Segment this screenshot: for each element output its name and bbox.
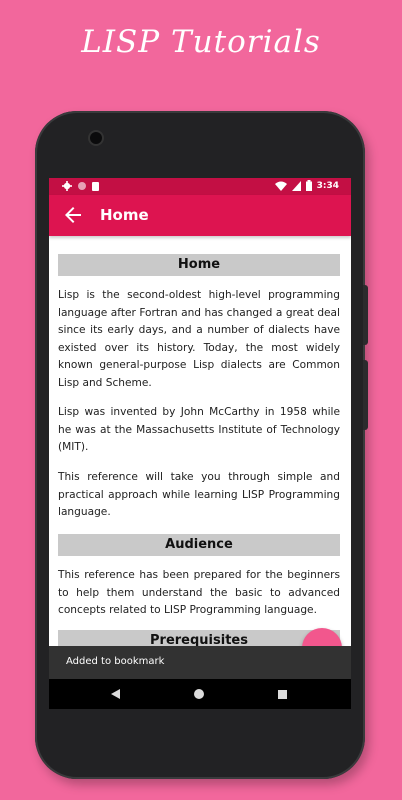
battery-icon: [306, 180, 312, 191]
toolbar-title: Home: [100, 206, 149, 224]
nav-back-icon[interactable]: [111, 689, 120, 699]
promo-title: LISP Tutorials: [81, 24, 321, 60]
app-toolbar: [49, 195, 351, 236]
snackbar: [49, 646, 351, 679]
section-heading-home: Home: [58, 254, 340, 276]
status-time: 3:34: [316, 180, 339, 191]
paragraph: This reference has been prepared for the beginners to help them understand the basic to advanced concepts related to LISP Programming language.: [58, 569, 340, 616]
camera-icon: [90, 132, 102, 144]
section-heading-audience: Audience: [58, 534, 340, 556]
status-bar: [49, 178, 351, 195]
paragraph: Lisp is the second-oldest high-level programming language after Fortran and has changed a great deal since its early days, and a number of dialects have existed over its history. Today, the most widely known general-purpose Lisp dialects are Common Lisp and Scheme.: [58, 289, 340, 389]
sd-card-icon: [92, 182, 99, 191]
nav-recents-icon[interactable]: [278, 690, 287, 699]
wifi-icon: [275, 181, 287, 191]
tutorial-content[interactable]: [49, 236, 351, 646]
arrow-back-icon[interactable]: [61, 203, 85, 227]
system-nav-bar: [49, 679, 351, 709]
signal-icon: [292, 181, 301, 191]
settings-icon: [62, 181, 72, 191]
volume-button: [363, 285, 368, 345]
paragraph: This reference will take you through simple and practical approach while learning LISP Programming language.: [58, 471, 340, 518]
nav-home-icon[interactable]: [194, 689, 204, 699]
section-heading-prerequisites: Prerequisites: [58, 630, 340, 646]
snackbar-message: Added to bookmark: [66, 656, 165, 667]
paragraph: Lisp was invented by John McCarthy in 1958 while he was at the Massachusetts Institute of Technology (MIT).: [58, 406, 340, 453]
record-icon: [78, 182, 86, 190]
app-screen: [49, 178, 351, 709]
power-button: [363, 360, 368, 430]
